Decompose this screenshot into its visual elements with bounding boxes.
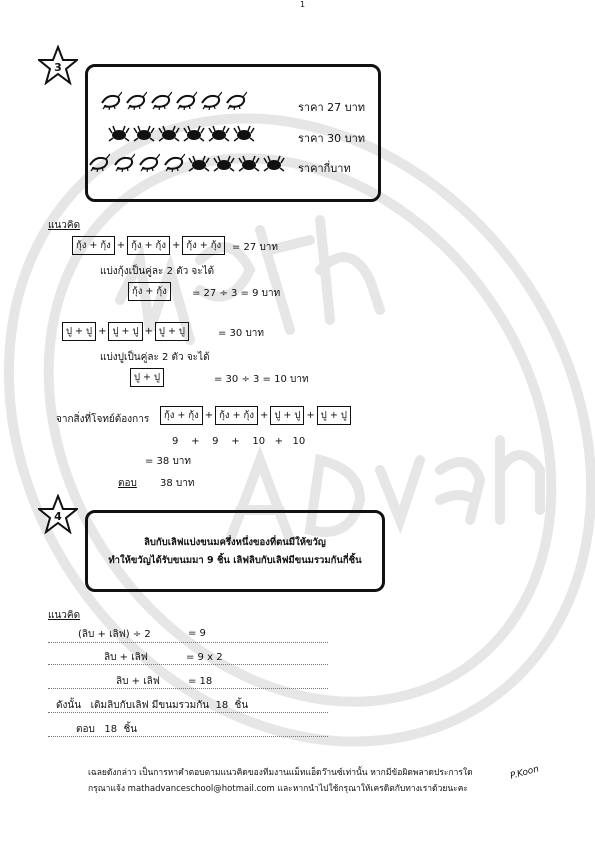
sol4-line2-left: ลิบ + เลิฟ [104, 652, 148, 663]
price-label-1: ราคา 27 บาท [298, 101, 366, 114]
shrimp-pair-cell: กุ้ง + กุ้ง [182, 236, 225, 255]
line4: ปู + ปู + ปู + ปู + ปู + ปู [60, 322, 191, 341]
signature: P.Koon [509, 764, 541, 782]
answer-value: 38 บาท [160, 478, 195, 489]
shrimp-icon [88, 153, 110, 173]
shrimp-icon [125, 91, 147, 111]
dotted-line [48, 642, 328, 643]
line8: 9 + 9 + 10 + 10 [172, 436, 306, 447]
crab-icon [188, 153, 210, 173]
shrimp-icon [175, 91, 197, 111]
crab-icon [183, 123, 205, 143]
crab-pair-cell: ปู + ปู [270, 406, 304, 425]
shrimp-pair-cell: กุ้ง + กุ้ง [215, 406, 258, 425]
crab-icon [108, 123, 130, 143]
sol4-answer: ตอบ 18 ชิ้น [76, 724, 138, 735]
solution-heading: แนวคิด [48, 220, 81, 231]
crab-row [108, 123, 255, 143]
line6-result: = 30 ÷ 3 = 10 บาท [214, 374, 309, 385]
footer-line2: กรุณาแจ้ง mathadvanceschool@hotmail.com และหากนำไปใช้กรุณาให้เครดิตกับทางเราด้วยนะคะ [88, 784, 468, 794]
line9: = 38 บาท [145, 456, 192, 467]
line3-result: = 27 ÷ 3 = 9 บาท [192, 288, 281, 299]
line2: แบ่งกุ้งเป็นคู่ละ 2 ตัว จะได้ [100, 266, 215, 277]
line1: กุ้ง + กุ้ง + กุ้ง + กุ้ง + กุ้ง + กุ้ง [70, 236, 227, 255]
solution-heading: แนวคิด [48, 610, 81, 621]
sol4-line3-left: ลิบ + เลิฟ [116, 676, 160, 687]
line1-result: = 27 บาท [232, 242, 279, 253]
answer-label: ตอบ [118, 478, 137, 489]
problem-text-line2: ทำให้ขวัญได้รับขนมมา 9 ชิ้น เลิฟลิบกับเลิฟมีขนมรวมกันกี่ชิ้น [108, 555, 362, 566]
shrimp-icon [150, 91, 172, 111]
line7: กุ้ง + กุ้ง + กุ้ง + กุ้ง + ปู + ปู + ปู + ปู [158, 406, 353, 425]
crab-pair-cell: ปู + ปู [108, 322, 142, 341]
page-mark: 1 [300, 0, 306, 9]
crab-pair-cell: ปู + ปู [130, 368, 164, 387]
sol4-line1-right: = 9 [188, 628, 206, 639]
price-label-2: ราคา 30 บาท [298, 132, 366, 145]
shrimp-pair-cell: กุ้ง + กุ้ง [72, 236, 115, 255]
crab-icon [233, 123, 255, 143]
line4-result: = 30 บาท [218, 328, 265, 339]
problem-4-box [85, 510, 385, 592]
crab-icon [263, 153, 285, 173]
problem-text-line1: ลิบกับเลิฟแบ่งขนมครึ่งหนึ่งของที่ตนมีให้ขวัญ [144, 537, 326, 548]
shrimp-icon [113, 153, 135, 173]
crab-icon [213, 153, 235, 173]
line6 [128, 368, 166, 387]
mixed-row [88, 153, 285, 173]
dotted-line [48, 688, 328, 689]
shrimp-icon [100, 91, 122, 111]
footer-line1: เฉลยดังกล่าว เป็นการหาคำตอบตามแนวคิดของทีมงานแม็ทแอ็ดว๊านซ์เท่านั้น หากมีข้อผิดพลาดประการใด [88, 768, 473, 778]
crab-icon [133, 123, 155, 143]
shrimp-pair-cell: กุ้ง + กุ้ง [160, 406, 203, 425]
problem-3-box [85, 64, 381, 202]
sol4-line4: ดังนั้น เดิมลิบกับเลิฟ มีขนมรวมกัน 18 ชิ้น [56, 700, 249, 711]
crab-pair-cell: ปู + ปู [155, 322, 189, 341]
sol4-line2-right: = 9 x 2 [186, 652, 223, 663]
shrimp-icon [225, 91, 247, 111]
crab-icon [158, 123, 180, 143]
crab-icon [208, 123, 230, 143]
dotted-line [48, 664, 328, 665]
crab-pair-cell: ปู + ปู [317, 406, 351, 425]
price-label-3: ราคากี่บาท [298, 162, 351, 175]
shrimp-icon [138, 153, 160, 173]
problem-number: 4 [54, 510, 62, 523]
line5: แบ่งปูเป็นคู่ละ 2 ตัว จะได้ [100, 352, 210, 363]
shrimp-pair-cell: กุ้ง + กุ้ง [128, 282, 171, 301]
shrimp-icon [200, 91, 222, 111]
line7-label: จากสิ่งที่โจทย์ต้องการ [56, 414, 150, 425]
shrimp-row [100, 91, 247, 111]
sol4-line3-right: = 18 [188, 676, 213, 687]
problem-number: 3 [54, 61, 62, 74]
line3 [126, 282, 173, 301]
shrimp-icon [163, 153, 185, 173]
crab-icon [238, 153, 260, 173]
shrimp-pair-cell: กุ้ง + กุ้ง [127, 236, 170, 255]
crab-pair-cell: ปู + ปู [62, 322, 96, 341]
sol4-line1-left: (ลิบ + เลิฟ) ÷ 2 [78, 629, 151, 640]
